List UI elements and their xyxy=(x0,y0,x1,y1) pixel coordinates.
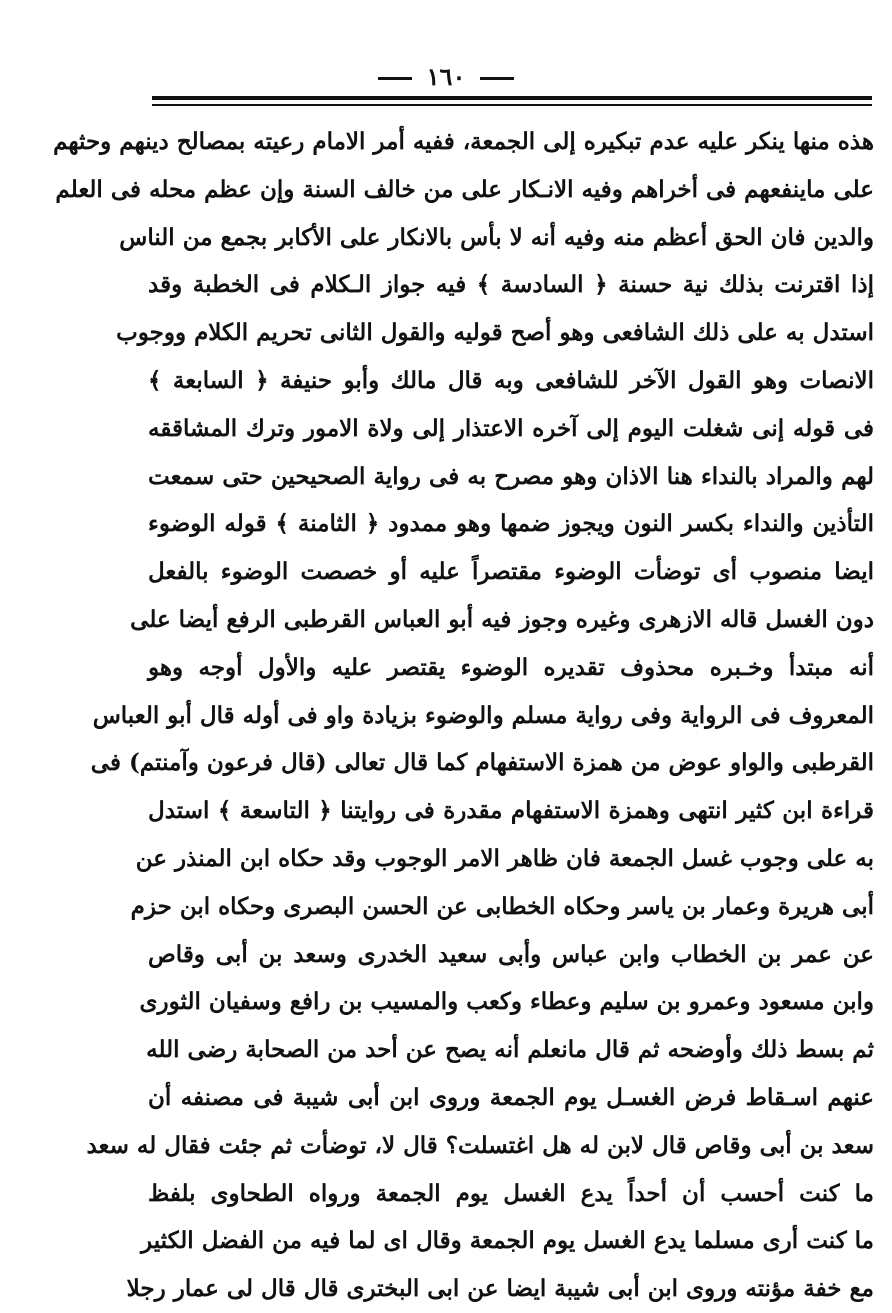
text-line: عن عمر بن الخطاب وابن عباس وأبى سعيد الخدرى وسعد بن أبى وقاص xyxy=(148,940,874,968)
text-line: أنه مبتدأ وخـبره محذوف تقديره الوضوء يقتصر عليه والأول أوجه وهو xyxy=(148,653,874,681)
body-text xyxy=(53,118,874,1313)
text-line: إذا اقترنت بذلك نية حسنة ﴿ السادسة ﴾ فيه جواز الـكلام فى الخطبة وقد xyxy=(148,271,874,299)
text-line: التأذين والنداء بكسر النون ويجوز ضمها وهو ممدود ﴿ الثامنة ﴾ قوله الوضوء xyxy=(148,510,874,538)
text-line: ايضا منصوب أى توضأت الوضوء مقتصراً عليه أو خصصت الوضوء بالفعل xyxy=(148,558,874,586)
text-line: استدل به على ذلك الشافعى وهو أصح قوليه والقول الثانى تحريم الكلام ووجوب xyxy=(116,319,874,347)
text-line: أبى هريرة وعمار بن ياسر وحكاه الخطابى عن الحسن البصرى وحكاه ابن حزم xyxy=(130,892,874,920)
text-line: ما كنت أحسب أن أحداً يدع الغسل يوم الجمعة ورواه الطحاوى بلفظ xyxy=(148,1179,874,1207)
text-line: مع خفة مؤنته وروى ابن أبى شيبة ايضا عن ابى البخترى قال قال لى عمار رجلا xyxy=(126,1275,874,1303)
text-line: على ماينفعهم فى أخراهم وفيه الانـكار على من خالف السنة وإن عظم محله فى العلم xyxy=(55,175,874,203)
text-line: ثم بسط ذلك وأوضحه ثم قال مانعلم أنه يصح عن أحد من الصحابة رضى الله xyxy=(146,1036,874,1064)
page-number: ١٦٠ xyxy=(426,62,466,91)
text-line: وابن مسعود وعمرو بن سليم وعطاء وكعب والمسيب بن رافع وسفيان الثورى xyxy=(139,988,874,1016)
text-line: والدين فان الحق أعظم منه وفيه أنه لا بأس بالانكار على الأكابر بجمع من الناس xyxy=(119,223,874,251)
header-dash-right xyxy=(480,77,514,80)
text-line: عنهم اسـقاط فرض الغسـل يوم الجمعة وروى ابن أبى شيبة فى مصنفه أن xyxy=(148,1083,874,1111)
text-line: هذه منها ينكر عليه عدم تبكيره إلى الجمعة، ففيه أمر الامام رعيته بمصالح دينهم وحثهم xyxy=(53,128,874,155)
text-line: لهم والمراد بالنداء هنا الاذان وهو مصرح به فى رواية الصحيحين حتى سمعت xyxy=(148,462,874,490)
header-rule-thin xyxy=(152,104,872,106)
text-line: القرطبى والواو عوض من همزة الاستفهام كما قال تعالى (قال فرعون وآمنتم) فى xyxy=(90,749,874,777)
text-line: فى قوله إنى شغلت اليوم إلى آخره الاعتذار إلى ولاة الامور وترك المشاققه xyxy=(148,414,874,442)
text-line: المعروف فى الرواية وفى رواية مسلم والوضوء بزيادة واو فى أوله قال أبو العباس xyxy=(92,701,874,729)
text-line: سعد بن أبى وقاص قال لابن له هل اغتسلت؟ قال لا، توضأت ثم جئت فقال له سعد xyxy=(86,1131,874,1159)
text-line: دون الغسل قاله الازهرى وغيره وجوز فيه أبو العباس القرطبى الرفع أيضا على xyxy=(130,605,874,633)
text-line: قراءة ابن كثير انتهى وهمزة الاستفهام مقدرة فى روايتنا ﴿ التاسعة ﴾ استدل xyxy=(148,797,874,825)
text-line: ما كنت أرى مسلما يدع الغسل يوم الجمعة وقال اى لما فيه من الفضل الكثير xyxy=(141,1227,874,1255)
text-line: الانصات وهو القول الآخر للشافعى وبه قال مالك وأبو حنيفة ﴿ السابعة ﴾ xyxy=(148,366,874,394)
header-dash-left xyxy=(378,77,412,80)
header-rule-thick xyxy=(152,96,872,100)
page-header xyxy=(0,62,892,91)
text-line: به على وجوب غسل الجمعة فان ظاهر الامر الوجوب وقد حكاه ابن المنذر عن xyxy=(135,844,874,872)
